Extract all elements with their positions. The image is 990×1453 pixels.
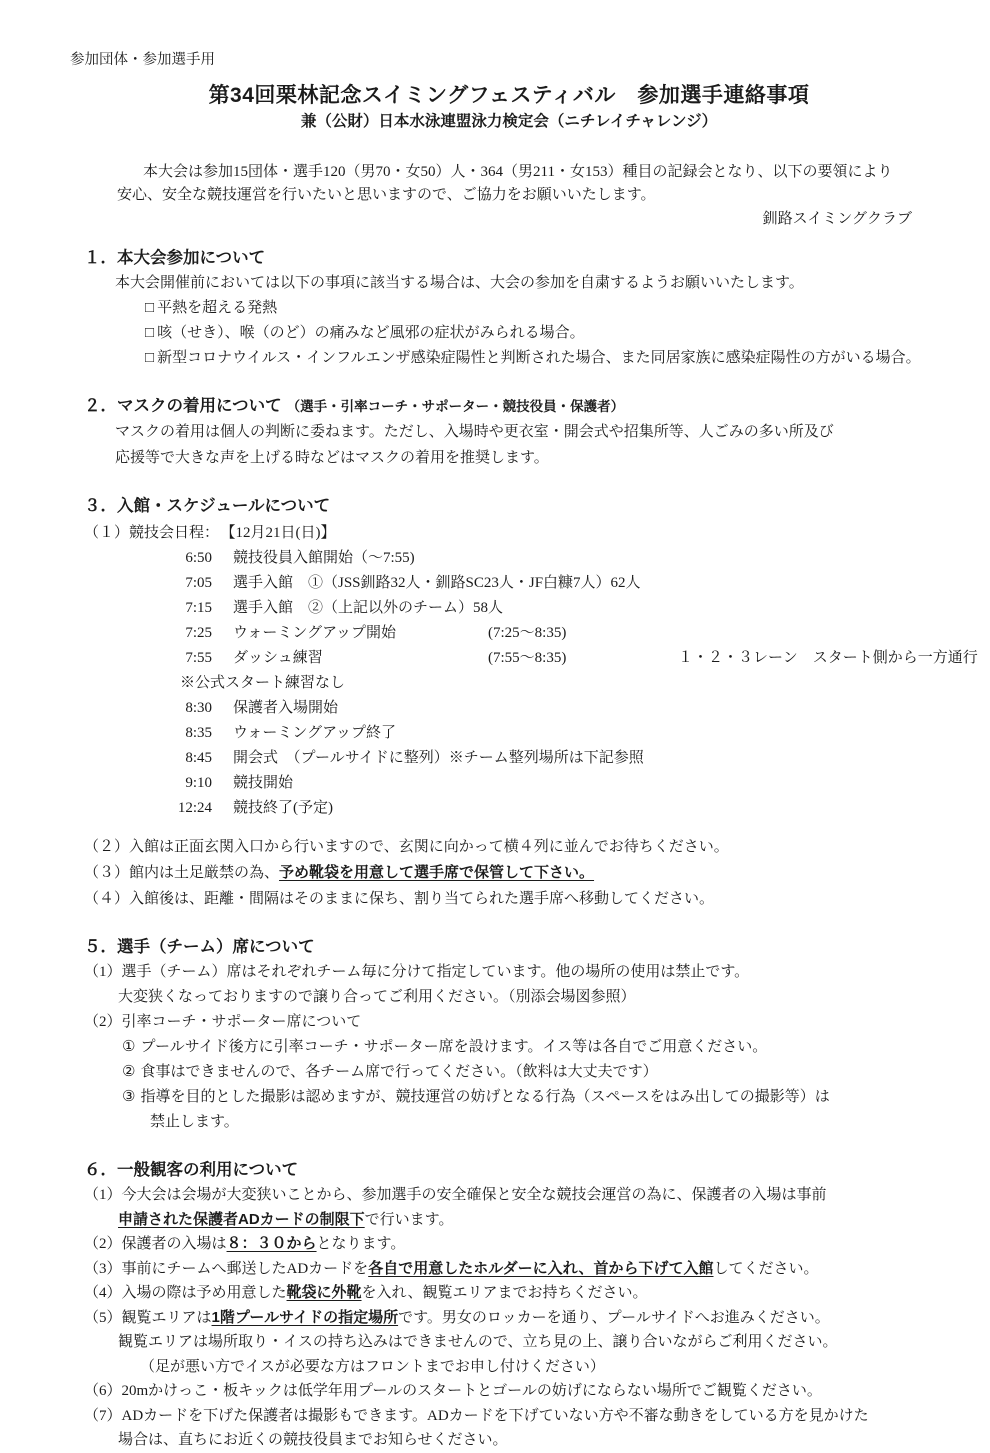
- schedule-event-name: 保護者入場開始: [233, 700, 339, 716]
- schedule-time: 12:24: [177, 800, 212, 816]
- list-item-number: （5）: [84, 1309, 122, 1326]
- list-item: [84, 886, 934, 912]
- checkbox-item-text: 新型コロナウイルス・インフルエンザ感染症陽性と判断された場合、また同居家族に感染症陽性の方がいる場合。: [157, 350, 921, 366]
- list-item-text: 選手（チーム）席はそれぞれチーム毎に分けて指定しています。他の場所の使用は禁止です。: [121, 964, 750, 980]
- list-item: [84, 1257, 934, 1282]
- event-date-line: [84, 521, 934, 546]
- schedule-time-range: [488, 571, 678, 596]
- section-2-body-line: 応援等で大きな声を上げる時などはマスクの着用を推奨します。: [115, 449, 549, 466]
- list-item-number: （2）: [84, 1014, 122, 1030]
- list-item: [84, 1232, 934, 1257]
- checkbox-item: [84, 346, 934, 371]
- list-item-text: 事前にチームへ郵送したADカードを: [121, 1260, 369, 1277]
- list-item-parenthetical-note: （足が悪い方でイスが必要な方はフロントまでお申し付けください）: [140, 1358, 605, 1375]
- doc-subtitle: 兼（公財）日本水泳連盟泳力検定会（ニチレイチャレンジ）: [300, 113, 718, 130]
- section-2-heading-text: ２．マスクの着用について: [84, 397, 282, 415]
- schedule-event-name: ウォーミングアップ開始: [233, 625, 397, 641]
- audience-label: 参加団体・参加選手用: [70, 52, 215, 68]
- schedule-time-range: [488, 546, 678, 571]
- list-item-text: 入館は正面玄関入口から行いますので、玄関に向かって横４列に並んでお待ちください。: [129, 839, 729, 855]
- schedule-time: 7:25: [185, 625, 212, 641]
- list-item-text: を入れ、観覧エリアまでお持ちください。: [361, 1285, 648, 1301]
- checkbox-item-text: 平熱を超える発熱: [157, 300, 278, 316]
- schedule-time: 7:15: [185, 600, 212, 616]
- list-item: [84, 1379, 934, 1404]
- emphasized-underlined-text: ８：３０から: [226, 1235, 317, 1252]
- schedule-row: [84, 596, 934, 621]
- emphasized-underlined-text: 各自で用意したホルダーに入れ、首から下げて入館: [368, 1259, 714, 1277]
- intro-line-1: 本大会は参加15団体・選手120（男70・女50）人・364（男211・女153）種目の記録会となり、以下の要領により: [143, 164, 893, 180]
- checkbox-item: [84, 296, 934, 321]
- list-item-number: （7）: [84, 1407, 122, 1424]
- section-1-lead: 本大会開催前においては以下の事項に該当する場合は、大会の参加を自粛するようお願いいたします。: [115, 275, 804, 291]
- checkbox-icon: □: [145, 350, 155, 366]
- checkbox-item: [84, 321, 934, 346]
- schedule-row: [84, 621, 934, 646]
- list-item-text: 保護者の入場は: [121, 1236, 227, 1252]
- list-item: [84, 834, 934, 860]
- schedule-time: 7:55: [185, 650, 212, 666]
- schedule-time: 8:45: [185, 750, 212, 766]
- schedule-note: １・２・３レーン スタート側から一方通行: [678, 650, 978, 666]
- circled-number: ①: [122, 1039, 136, 1055]
- document-content: [84, 82, 978, 1453]
- list-item-number: （1）: [84, 1187, 122, 1203]
- section-5-heading: ５．選手（チーム）席について: [84, 938, 315, 956]
- schedule-time: 9:10: [185, 775, 212, 791]
- list-item-continuation: 場合は、直ちにお近くの競技役員までお知らせください。: [118, 1432, 508, 1448]
- doc-title: 第34回栗林記念スイミングフェスティバル 参加選手連絡事項: [208, 84, 810, 107]
- schedule-time-range: [488, 721, 678, 746]
- list-item-text: 入場の際は予め用意した: [121, 1285, 287, 1301]
- list-item-number: （４）: [84, 891, 130, 907]
- schedule-row: [84, 796, 934, 821]
- schedule-row: [84, 746, 934, 771]
- section-2-body-line: マスクの着用は個人の判断に委ねます。ただし、入場時や更衣室・開会式や招集所等、人ごみの多い所及び: [115, 424, 834, 440]
- schedule-time-range: [488, 796, 678, 821]
- schedule-time-range: [488, 771, 678, 796]
- schedule-time-range: [488, 696, 678, 721]
- sub-list-item-continuation: 禁止します。: [150, 1114, 239, 1130]
- schedule-event-name: 競技役員入館開始（～7:55): [233, 550, 415, 566]
- list-item-number: （２）: [84, 839, 130, 855]
- list-item: [84, 1281, 934, 1306]
- organizer-name: 釧路スイミングクラブ: [762, 211, 912, 227]
- schedule-time: 8:35: [185, 725, 212, 741]
- list-item-text: で行います。: [364, 1211, 454, 1228]
- intro-line-2: 安心、安全な競技運営を行いたいと思いますので、ご協力をお願いいたします。: [117, 187, 656, 203]
- schedule-remark: ※公式スタート練習なし: [180, 675, 346, 691]
- section-6: [84, 1157, 934, 1453]
- list-item-text: ADカードを下げた保護者は撮影もできます。ADカードを下げていない方や不審な動きをしている方を見かけた: [121, 1407, 869, 1424]
- list-item: [84, 1306, 934, 1331]
- checkbox-icon: □: [145, 300, 155, 316]
- event-date-label: （１）競技会日程：: [84, 525, 220, 541]
- sub-list-item-text: プールサイド後方に引率コーチ・サポーター席を設けます。イス等は各自でご用意ください。: [140, 1039, 768, 1055]
- emphasized-underlined-text: 申請された保護者ADカードの制限下: [118, 1210, 365, 1228]
- section-2-heading: [84, 393, 934, 420]
- list-item-text: 館内は土足厳禁の為、: [129, 865, 280, 881]
- circled-number: ②: [122, 1064, 136, 1080]
- sub-list-item-text: 食事はできませんので、各チーム席で行ってください。（飲料は大丈夫です）: [140, 1064, 658, 1080]
- schedule-time: 7:05: [185, 575, 212, 591]
- schedule-time-range: [488, 596, 678, 621]
- list-item-continuation: 大変狭くなっておりますので譲り合ってご利用ください。（別添会場図参照）: [118, 989, 636, 1005]
- sub-list-item: [84, 1035, 934, 1060]
- schedule-row: [84, 721, 934, 746]
- sub-list-item: [84, 1060, 934, 1085]
- list-item-text: 入館後は、距離・間隔はそのままに保ち、割り当てられた選手席へ移動してください。: [129, 891, 715, 907]
- schedule-time: 8:30: [185, 700, 212, 716]
- list-item-number: （2）: [84, 1236, 122, 1252]
- schedule-event-name: 開会式 （プールサイドに整列）※チーム整列場所は下記参照: [233, 750, 644, 766]
- checkbox-icon: □: [145, 325, 155, 341]
- schedule-row: [84, 546, 934, 571]
- list-item-text: 引率コーチ・サポーター席について: [121, 1014, 362, 1030]
- list-item-text: してください。: [713, 1260, 819, 1277]
- schedule-event-name: 選手入館 ①（JSS釧路32人・釧路SC23人・JF白糠7人）62人: [233, 575, 641, 591]
- list-item-number: （4）: [84, 1285, 122, 1301]
- circled-number: ③: [122, 1089, 136, 1105]
- section-2-heading-note: （選手・引率コーチ・サポーター・競技役員・保護者）: [286, 399, 625, 414]
- list-item-continuation: [84, 1208, 934, 1233]
- list-item: [84, 860, 934, 886]
- schedule-row: [84, 771, 934, 796]
- sub-list-item: [84, 1085, 934, 1110]
- list-item-continuation: 観覧エリアは場所取り・イスの持ち込みはできませんので、立ち見の上、譲り合いながらご利用ください。: [118, 1334, 838, 1350]
- schedule-time-range: [488, 746, 678, 771]
- intro-paragraph: [84, 161, 934, 207]
- list-item-number: （1）: [84, 964, 122, 980]
- list-item-number: （３）: [84, 865, 130, 881]
- list-item-number: （3）: [84, 1260, 122, 1277]
- sub-list-item-text: 指導を目的とした撮影は認めますが、競技運営の妨げとなる行為（スペースをはみ出しての撮影等）は: [140, 1089, 830, 1105]
- list-item-text: 観覧エリアは: [121, 1309, 212, 1326]
- section-3-heading: ３．入館・スケジュールについて: [84, 497, 331, 515]
- emphasized-underlined-text: 予め靴袋を用意して選手席で保管して下さい。: [279, 864, 595, 881]
- list-item-text: 20mかけっこ・板キックは低学年用プールのスタートとゴールの妨げにならない場所でご観覧ください。: [121, 1383, 822, 1399]
- emphasized-underlined-text: 靴袋に外靴: [286, 1284, 362, 1301]
- schedule-event-name: 選手入館 ②（上記以外のチーム）58人: [233, 600, 504, 616]
- schedule-event-name: ダッシュ練習: [233, 650, 323, 666]
- list-item-text: です。男女のロッカーを通り、プールサイドへお進みください。: [398, 1309, 830, 1326]
- list-item-text: 今大会は会場が大変狭いことから、参加選手の安全確保と安全な競技会運営の為に、保護者の入場は事前: [121, 1187, 827, 1203]
- list-item: [84, 960, 934, 985]
- schedule-time: 6:50: [185, 550, 212, 566]
- checkbox-item-text: 咳（せき）、喉（のど）の痛みなど風邪の症状がみられる場合。: [157, 325, 585, 341]
- emphasized-underlined-text: 1階プールサイドの指定場所: [211, 1308, 399, 1326]
- schedule-row: [84, 571, 934, 596]
- list-item: [84, 1010, 934, 1035]
- schedule-event-name: 競技開始: [233, 775, 294, 791]
- schedule-event-name: 競技終了(予定): [233, 800, 333, 816]
- section-1-heading: １．本大会参加について: [84, 249, 266, 267]
- schedule-row: [84, 696, 934, 721]
- schedule-time-range: (7:55～8:35): [488, 650, 567, 666]
- list-item: [84, 1404, 934, 1429]
- schedule-row: [84, 646, 978, 671]
- schedule-event-name: ウォーミングアップ終了: [233, 725, 397, 741]
- event-date-value: 【12月21日(日)】: [228, 525, 336, 541]
- schedule-time-range: (7:25～8:35): [488, 625, 567, 641]
- section-6-heading: ６．一般観客の利用について: [84, 1161, 299, 1179]
- list-item-number: （6）: [84, 1383, 122, 1399]
- list-item-text: となります。: [316, 1236, 406, 1252]
- list-item: [84, 1183, 934, 1208]
